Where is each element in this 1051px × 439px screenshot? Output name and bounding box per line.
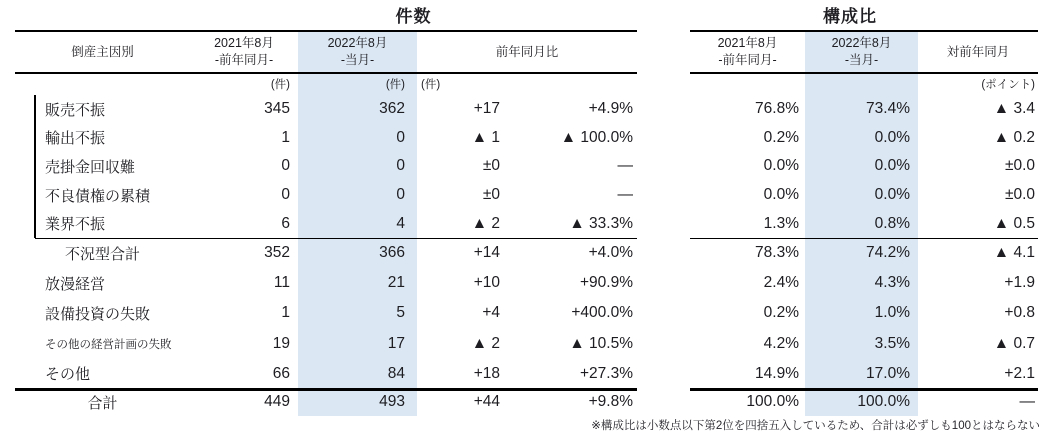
header-line-2: -当月- xyxy=(340,53,375,67)
count-2021: 19 xyxy=(272,334,290,352)
row-label: 不良債権の累積 xyxy=(45,187,151,205)
row-label: 業界不振 xyxy=(45,216,106,234)
share-point-diff: — xyxy=(1019,393,1035,411)
share-2022: 3.5% xyxy=(805,329,918,359)
share-point-diff: ▲ 0.5 xyxy=(993,214,1035,232)
count-2022: 17 xyxy=(298,329,417,359)
count-2022: 0 xyxy=(298,152,417,181)
header-line-2: -前年同月- xyxy=(214,53,274,67)
recession-group-bracket xyxy=(34,95,36,238)
share-point-diff: +2.1 xyxy=(1004,364,1035,382)
divider-subtotal-left xyxy=(35,238,637,239)
empty-cell xyxy=(15,73,190,95)
share-point-diff: ▲ 0.7 xyxy=(993,334,1035,352)
count-2022: 366 xyxy=(298,238,417,268)
row-label-total: 合計 xyxy=(87,394,118,412)
share-2021: 0.0% xyxy=(763,157,799,175)
share-2022: 0.0% xyxy=(805,181,918,210)
divider-top-left xyxy=(15,30,637,32)
divider-total-left xyxy=(15,388,637,391)
empty-cell xyxy=(690,73,805,95)
yoy-diff-pct: +400.0% xyxy=(571,304,633,322)
divider-top-right xyxy=(690,30,1038,32)
row-label: 設備投資の失敗 xyxy=(45,305,151,323)
yoy-diff-pct: +90.9% xyxy=(579,274,633,292)
count-2022: 84 xyxy=(298,359,417,389)
yoy-diff: +4 xyxy=(482,304,500,322)
yoy-diff-pct: ▲ 100.0% xyxy=(560,128,633,146)
count-2021: 345 xyxy=(264,100,290,118)
count-2022: 0 xyxy=(298,181,417,210)
yoy-diff-pct: +27.3% xyxy=(579,364,633,382)
share-2022: 1.0% xyxy=(805,298,918,328)
row-label: 販売不振 xyxy=(45,101,106,119)
share-2021: 2.4% xyxy=(763,274,799,292)
header-line-1: 2022年8月 xyxy=(327,36,388,51)
share-2021: 4.2% xyxy=(763,334,799,352)
yoy-diff-pct: — xyxy=(617,186,633,204)
unit-label: (件) xyxy=(270,79,290,91)
yoy-diff: ▲ 2 xyxy=(471,334,500,352)
header-line-1: 2022年8月 xyxy=(831,36,892,51)
count-2021: 0 xyxy=(281,186,290,204)
share-point-diff: ▲ 3.4 xyxy=(993,100,1035,118)
share-2021: 0.2% xyxy=(763,304,799,322)
left-table-title: 件数 xyxy=(395,7,432,26)
column-header-2022 xyxy=(298,31,417,73)
share-2021: 0.0% xyxy=(763,186,799,204)
column-header-cause: 倒産主因別 xyxy=(71,44,134,59)
share-point-diff: ▲ 0.2 xyxy=(993,128,1035,146)
share-2021: 14.9% xyxy=(755,364,799,382)
yoy-diff: +44 xyxy=(473,393,500,411)
yoy-diff: ▲ 2 xyxy=(471,214,500,232)
share-2022: 0.8% xyxy=(805,209,918,238)
yoy-diff: ▲ 1 xyxy=(471,128,500,146)
share-2021: 1.3% xyxy=(763,214,799,232)
share-point-diff: ±0.0 xyxy=(1004,186,1035,204)
count-2022: 362 xyxy=(298,95,417,124)
count-2021: 352 xyxy=(264,244,290,262)
share-2021: 78.3% xyxy=(755,244,799,262)
row-label: 売掛金回収難 xyxy=(45,158,136,176)
divider-header-left xyxy=(15,72,637,74)
right-table-title: 構成比 xyxy=(823,7,877,26)
share-2022: 0.0% xyxy=(805,152,918,181)
footnote: ※構成比は小数点以下第2位を四捨五入しているため、合計は必ずしも100とはならない xyxy=(591,420,1040,432)
share-point-diff: +0.8 xyxy=(1004,304,1035,322)
divider-header-right xyxy=(690,72,1038,74)
row-label: 輸出不振 xyxy=(45,130,106,148)
share-point-diff: ±0.0 xyxy=(1004,157,1035,175)
yoy-diff-pct: ▲ 33.3% xyxy=(569,214,633,232)
row-label: その他 xyxy=(45,366,91,384)
share-2021: 76.8% xyxy=(755,100,799,118)
column-header-2022 xyxy=(805,31,918,73)
yoy-diff: ±0 xyxy=(482,186,500,204)
column-header-point-diff: 対前年同月 xyxy=(946,44,1010,59)
column-header-2021 xyxy=(690,31,805,73)
divider-total-right xyxy=(690,388,1038,391)
share-2022: 0.0% xyxy=(805,124,918,153)
share-2022: 74.2% xyxy=(805,238,918,268)
share-point-diff: +1.9 xyxy=(1004,274,1035,292)
count-2022: 5 xyxy=(298,298,417,328)
yoy-diff-pct: ▲ 10.5% xyxy=(569,334,633,352)
unit-label: (ポイント) xyxy=(981,79,1035,91)
header-line-2: -当月- xyxy=(844,53,879,67)
share-2022: 4.3% xyxy=(805,268,918,298)
share-2021: 0.2% xyxy=(763,128,799,146)
column-header-yoy: 前年同月比 xyxy=(495,44,559,59)
row-label: 放漫経営 xyxy=(45,275,106,293)
yoy-diff: +18 xyxy=(473,364,500,382)
count-2021: 66 xyxy=(272,364,290,382)
count-2021: 0 xyxy=(281,157,290,175)
yoy-diff: ±0 xyxy=(482,157,500,175)
share-2021: 100.0% xyxy=(746,393,799,411)
divider-subtotal-right xyxy=(690,238,1038,239)
yoy-diff-pct: +4.0% xyxy=(588,244,633,262)
header-line-2: -前年同月- xyxy=(718,53,777,67)
row-label-subtotal: 不況型合計 xyxy=(64,245,140,263)
count-2022: 21 xyxy=(298,268,417,298)
count-2022: 4 xyxy=(298,209,417,238)
counts-table xyxy=(15,31,637,416)
share-2022: 17.0% xyxy=(805,359,918,389)
yoy-diff: +17 xyxy=(473,100,500,118)
count-2021: 6 xyxy=(281,214,290,232)
count-2021: 1 xyxy=(281,128,290,146)
yoy-diff-pct: +9.8% xyxy=(588,393,633,411)
yoy-diff-pct: — xyxy=(617,157,633,175)
yoy-diff: +14 xyxy=(473,244,500,262)
yoy-diff-pct: +4.9% xyxy=(588,100,633,118)
empty-cell xyxy=(805,73,918,95)
count-2022: 0 xyxy=(298,124,417,153)
yoy-diff: +10 xyxy=(473,274,500,292)
header-line-1: 2021年8月 xyxy=(717,36,778,51)
count-2022: 493 xyxy=(298,389,417,416)
unit-label: (件) xyxy=(421,79,441,91)
share-point-diff: ▲ 4.1 xyxy=(993,244,1035,262)
column-header-2021 xyxy=(190,31,298,73)
count-2021: 1 xyxy=(281,304,290,322)
unit-label: (件) xyxy=(298,73,417,95)
share-2022: 73.4% xyxy=(805,95,918,124)
header-line-1: 2021年8月 xyxy=(214,36,274,51)
row-label: その他の経営計画の失敗 xyxy=(45,338,172,351)
empty-cell xyxy=(510,73,637,95)
count-2021: 11 xyxy=(273,274,290,292)
count-2021: 449 xyxy=(264,393,290,411)
share-table xyxy=(690,31,1038,416)
share-2022: 100.0% xyxy=(805,389,918,416)
